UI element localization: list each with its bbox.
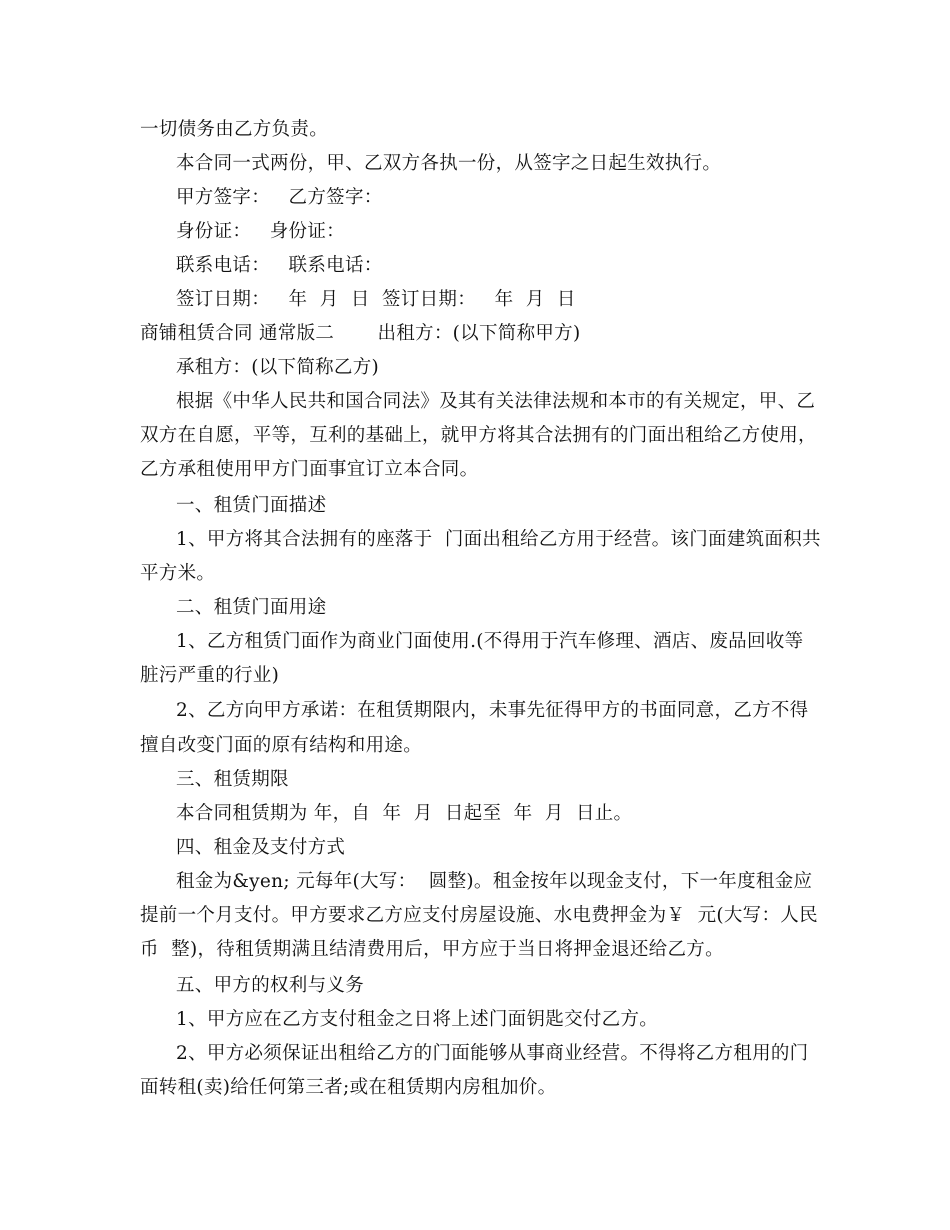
text-line: 1、乙方租赁门面作为商业门面使用.(不得用于汽车修理、酒店、废品回收等 bbox=[176, 631, 804, 652]
text-line: 一切债务由乙方负责。 bbox=[140, 119, 329, 140]
section-heading: 五、甲方的权利与义务 bbox=[176, 975, 365, 996]
section-heading: 四、租金及支付方式 bbox=[176, 837, 346, 858]
text-line: 双方在自愿，平等，互利的基础上，就甲方将其合法拥有的门面出租给乙方使用， bbox=[140, 425, 817, 446]
text-line: 1、甲方应在乙方支付租金之日将上述门面钥匙交付乙方。 bbox=[176, 1009, 659, 1030]
section-heading: 三、租赁期限 bbox=[176, 769, 289, 790]
section-heading: 一、租赁门面描述 bbox=[176, 495, 327, 516]
text-line: 商铺租赁合同 通常版二 出租方：(以下简称甲方) bbox=[140, 323, 581, 344]
text-line: 身份证： 身份证： bbox=[176, 221, 345, 242]
text-line: 根据《中华人民共和国合同法》及其有关法律法规和本市的有关规定，甲、乙 bbox=[176, 391, 816, 412]
text-line: 脏污严重的行业) bbox=[140, 665, 280, 686]
text-line: 承租方：(以下简称乙方) bbox=[176, 357, 380, 378]
text-line: 甲方签字： 乙方签字： bbox=[176, 187, 383, 208]
text-line: 本合同一式两份，甲、乙双方各执一份，从签字之日起生效执行。 bbox=[176, 153, 722, 174]
text-line: 2、甲方必须保证出租给乙方的门面能够从事商业经营。不得将乙方租用的门 bbox=[176, 1043, 809, 1064]
text-line: 平方米。 bbox=[140, 563, 216, 584]
text-line: 币 整)，待租赁期满且结清费用后，甲方应于当日将押金退还给乙方。 bbox=[140, 939, 724, 960]
text-line: 联系电话： 联系电话： bbox=[176, 255, 383, 276]
text-line: 2、乙方向甲方承诺：在租赁期限内，未事先征得甲方的书面同意，乙方不得 bbox=[176, 700, 809, 721]
text-line: 擅自改变门面的原有结构和用途。 bbox=[140, 735, 423, 756]
text-line: 面转租(卖)给任何第三者;或在租赁期内房租加价。 bbox=[140, 1077, 557, 1098]
text-line: 本合同租赁期为 年，自 年 月 日起至 年 月 日止。 bbox=[176, 803, 633, 824]
section-heading: 二、租赁门面用途 bbox=[176, 597, 327, 618]
text-line: 乙方承租使用甲方门面事宜订立本合同。 bbox=[140, 459, 479, 480]
text-line: 租金为&yen; 元每年(大写： 圆整)。租金按年以现金支付，下一年度租金应 bbox=[176, 871, 813, 892]
text-line: 签订日期： 年 月 日 签订日期： 年 月 日 bbox=[176, 289, 576, 310]
text-line: 提前一个月支付。甲方要求乙方应支付房屋设施、水电费押金为￥ 元(大写：人民 bbox=[140, 905, 818, 926]
text-line: 1、甲方将其合法拥有的座落于 门面出租给乙方用于经营。该门面建筑面积共 bbox=[176, 529, 821, 550]
